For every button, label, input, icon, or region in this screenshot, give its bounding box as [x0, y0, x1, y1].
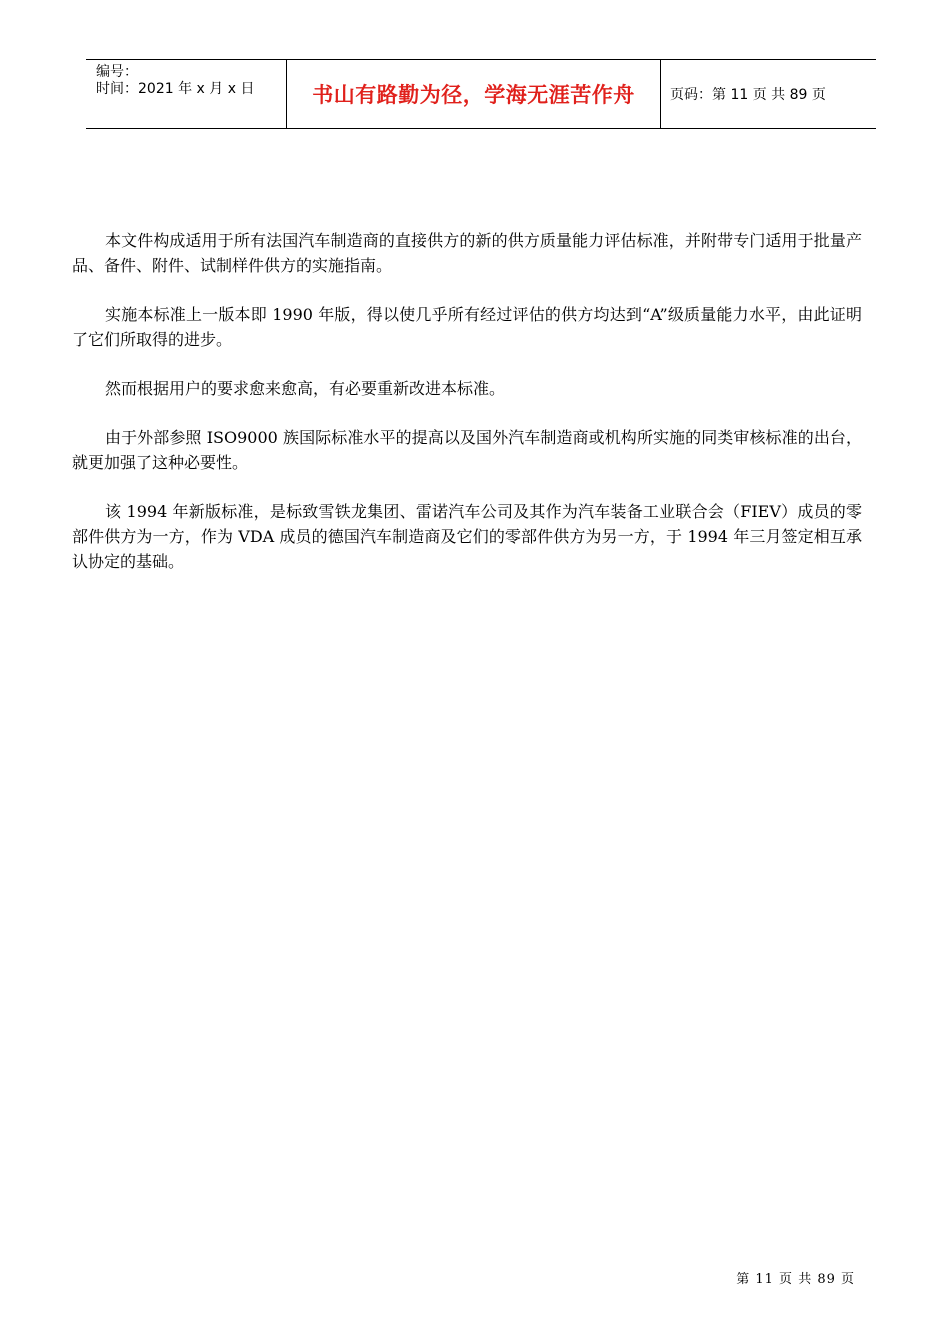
page-header [86, 59, 876, 129]
paragraph-4: 由于外部参照 ISO9000 族国际标准水平的提高以及国外汽车制造商或机构所实施的同类审核标准的出台，就更加强了这种必要性。 [72, 428, 862, 472]
header-page-info: 页码：第 11 页 共 89 页 [670, 87, 826, 103]
header-motto-cell [287, 60, 661, 128]
paragraph-1: 本文件构成适用于所有法国汽车制造商的直接供方的新的供方质量能力评估标准，并附带专门适用于批量产品、备件、附件、试制样件供方的实施指南。 [72, 231, 862, 275]
document-body [72, 228, 862, 598]
header-page-cell [661, 60, 876, 128]
page-footer [0, 1268, 950, 1287]
paragraph-2: 实施本标准上一版本即 1990 年版，得以使几乎所有经过评估的供方均达到“A”级质量能力水平，由此证明了它们所取得的进步。 [72, 305, 862, 349]
document-number-label: 编号： [96, 64, 138, 80]
document-date: 时间：2021 年 x 月 x 日 [96, 81, 255, 97]
paragraph-5: 该 1994 年新版标准，是标致雪铁龙集团、雷诺汽车公司及其作为汽车装备工业联合会（FIEV）成员的零部件供方为一方，作为 VDA 成员的德国汽车制造商及它们的零部件供方为另一方，于 1994 年三月签定相互承认协定的基础。 [72, 502, 862, 571]
header-motto: 书山有路勤为径，学海无涯苦作舟 [312, 83, 635, 107]
footer-page-number: 第 11 页 共 89 页 [736, 1272, 855, 1287]
header-meta-cell [86, 60, 287, 128]
paragraph-3: 然而根据用户的要求愈来愈高，有必要重新改进本标准。 [105, 379, 506, 398]
